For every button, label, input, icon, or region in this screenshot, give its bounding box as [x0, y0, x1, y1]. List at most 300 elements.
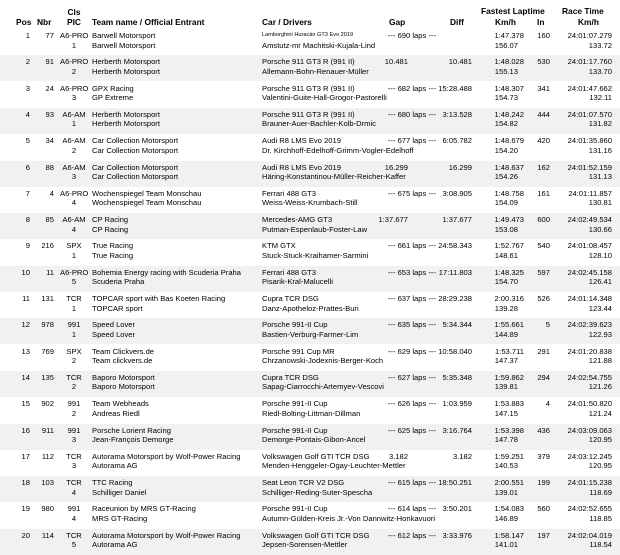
fastest-lap: 1:52.767 [494, 241, 524, 251]
class-cell: 991 [67, 425, 81, 435]
pic-cell: 4 [71, 513, 77, 523]
table-row [0, 187, 620, 213]
laps-behind: --- 614 laps --- [387, 504, 436, 514]
diff-cell: 1:03.959 [442, 399, 472, 409]
diff-cell: 15:28.488 [438, 83, 472, 93]
pos-cell: 20 [21, 530, 30, 540]
class-cell: A6-AM [62, 109, 86, 119]
race-kmh: 118.85 [589, 513, 612, 523]
race-kmh: 122.93 [588, 329, 612, 339]
official-entrant: Wochenspiegel Team Monschau [92, 198, 202, 208]
diff-cell: 1:37.677 [442, 215, 472, 225]
race-time: 24:01:07.570 [567, 109, 612, 119]
diff-cell: 3:16.764 [442, 425, 472, 435]
fastest-lap-in: 444 [537, 109, 550, 119]
race-kmh: 131.13 [588, 172, 612, 181]
pos-cell: 1 [25, 31, 30, 40]
fastest-lap-kmh: 141.01 [494, 540, 518, 550]
nbr-cell: 114 [41, 530, 54, 540]
pos-cell: 3 [25, 83, 30, 93]
car-name: KTM GTX [262, 241, 296, 251]
fastest-lap-kmh: 146.89 [494, 513, 518, 523]
diff-cell: 3:50.201 [442, 504, 472, 514]
team-name: Autorama Motorsport by Wolf-Power Racing [92, 451, 241, 461]
nbr-cell: 91 [45, 57, 54, 67]
fastest-lap-in: 291 [537, 346, 550, 356]
fastest-lap-in: 420 [537, 136, 550, 146]
diff-cell: 3:33.976 [442, 530, 472, 540]
class-cell: 991 [67, 399, 81, 409]
pic-cell: 1 [71, 303, 77, 313]
table-row [0, 424, 620, 450]
fastest-lap-kmh: 154.70 [494, 277, 518, 287]
class-cell: A6-PRO [60, 188, 89, 198]
pos-cell: 5 [25, 136, 30, 146]
car-name: Porsche 991-II Cup [262, 320, 328, 330]
table-row [0, 502, 620, 528]
drivers: Stuck-Stuck-Kraihamer-Sarmini [262, 250, 369, 260]
car-name: Ferrari 488 GT3 [262, 267, 317, 277]
fastest-lap: 1:49.473 [494, 215, 524, 225]
team-name: Car Collection Motorsport [92, 136, 179, 146]
race-time: 24:02:52.655 [567, 504, 612, 514]
race-time: 24:02:45.158 [567, 267, 612, 277]
laps-behind: --- 637 laps --- [387, 294, 436, 303]
race-time: 24:01:52.159 [567, 162, 612, 172]
drivers: Danz-Apotheloz-Prattes-Buri [262, 303, 359, 313]
team-name: Speed Lover [92, 320, 136, 330]
nbr-cell: 103 [41, 478, 54, 488]
race-kmh: 121.26 [588, 382, 612, 392]
car-name: Cupra TCR DSG [262, 372, 319, 382]
drivers: Dr. Kirchhoff-Edelhoff-Grimm-Vogler-Edelhoff [262, 145, 414, 155]
fastest-lap-kmh: 154.73 [494, 93, 518, 103]
fastest-lap-kmh: 154.26 [494, 172, 518, 181]
official-entrant: Team clickvers.de [92, 356, 153, 366]
fastest-lap-in: 160 [537, 31, 550, 40]
drivers: Riedl-Bolting-Littman-Dillman [262, 408, 361, 418]
table-row [0, 318, 620, 344]
official-entrant: Herberth Motorsport [92, 119, 160, 129]
race-kmh: 128.10 [588, 250, 612, 260]
official-entrant: GP Extreme [92, 93, 134, 103]
laps-behind: --- 629 laps --- [387, 346, 436, 356]
header-cls: Cls [67, 7, 81, 17]
fastest-lap-kmh: 154.20 [494, 145, 518, 155]
header-race-kmh: Km/h [578, 17, 599, 27]
pos-cell: 15 [21, 399, 30, 409]
pic-cell: 1 [71, 119, 77, 129]
fastest-lap-kmh: 155.13 [494, 66, 518, 76]
class-cell: A6-PRO [60, 31, 89, 40]
class-cell: TCR [66, 478, 82, 488]
class-cell: TCR [66, 451, 82, 461]
pic-cell: 1 [71, 250, 77, 260]
fastest-lap-in: 294 [537, 372, 550, 382]
fastest-lap-in: 379 [537, 451, 550, 461]
official-entrant: Scuderia Praha [92, 277, 145, 287]
fastest-lap: 1:48.637 [494, 162, 524, 172]
fastest-lap: 1:48.028 [494, 57, 524, 67]
table-row [0, 345, 620, 371]
drivers: Brauner-Auer-Bachler-Kolb-Drmic [262, 119, 376, 129]
table-row [0, 450, 620, 476]
race-time: 24:01:50.820 [567, 399, 612, 409]
table-row [0, 161, 620, 187]
table-row [0, 266, 620, 292]
laps-behind: --- 626 laps --- [387, 399, 436, 409]
pic-cell: 4 [71, 224, 77, 234]
official-entrant: Autorama AG [92, 461, 138, 471]
nbr-cell: 24 [45, 83, 54, 93]
table-row [0, 134, 620, 160]
official-entrant: Car Collection Motorsport [92, 172, 179, 181]
pos-cell: 4 [25, 109, 30, 119]
pic-cell: 2 [71, 145, 77, 155]
fastest-lap: 1:48.242 [494, 109, 524, 119]
pic-cell: 2 [71, 66, 77, 76]
nbr-cell: 911 [41, 425, 54, 435]
car-name: Volkswagen Golf GTI TCR DSG [262, 451, 370, 461]
nbr-cell: 4 [49, 188, 54, 198]
laps-behind: --- 661 laps --- [387, 241, 436, 251]
race-time: 24:01:15.238 [567, 478, 612, 488]
fastest-lap: 1:53.398 [494, 425, 524, 435]
class-cell: SPX [66, 346, 82, 356]
race-kmh: 133.72 [588, 40, 612, 50]
header-pos: Pos [16, 17, 32, 27]
fastest-lap-in: 540 [537, 241, 550, 251]
class-cell: 991 [67, 320, 81, 330]
team-name: Wochenspiegel Team Monschau [92, 188, 202, 198]
diff-cell: 10.481 [448, 57, 472, 67]
drivers: Menden-Henggeler-Ogay-Leuchter-Mettler [262, 461, 406, 471]
gap-cell: 10.481 [384, 57, 408, 67]
table-row [0, 529, 620, 555]
car-name: Cupra TCR DSG [262, 294, 319, 303]
official-entrant: Car Collection Motorsport [92, 145, 179, 155]
class-cell: A6-PRO [60, 267, 89, 277]
pos-cell: 16 [21, 425, 30, 435]
official-entrant: Schilliger Daniel [92, 487, 147, 497]
laps-behind: --- 680 laps --- [387, 109, 436, 119]
nbr-cell: 88 [45, 162, 54, 172]
official-entrant: Baporo Motorsport [92, 382, 155, 392]
race-kmh: 130.81 [588, 198, 612, 208]
fastest-lap-kmh: 154.82 [494, 119, 518, 129]
car-name: Mercedes-AMG GT3 [262, 215, 333, 225]
diff-cell: 17:11.803 [438, 267, 472, 277]
header-car: Car / Drivers [262, 17, 312, 27]
car-name: Seat Leon TCR V2 DSG [262, 478, 345, 488]
car-name: Porsche 991-II Cup [262, 425, 328, 435]
pos-cell: 18 [21, 478, 30, 488]
fastest-lap-kmh: 147.15 [494, 408, 518, 418]
pos-cell: 8 [25, 215, 30, 225]
nbr-cell: 93 [45, 109, 54, 119]
fastest-lap-kmh: 139.81 [494, 382, 518, 392]
team-name: Raceunion by MRS GT-Racing [92, 504, 196, 514]
car-name: Audi R8 LMS Evo 2019 [262, 162, 341, 172]
nbr-cell: 980 [41, 504, 54, 514]
diff-cell: 3:13.528 [442, 109, 472, 119]
class-cell: A6-PRO [60, 57, 89, 67]
team-name: True Racing [92, 241, 134, 251]
pic-cell: 3 [71, 435, 77, 444]
nbr-cell: 112 [41, 451, 54, 461]
fastest-lap-in: 199 [537, 478, 550, 488]
header-fastest-laptime: Fastest Laptime [481, 6, 545, 16]
fastest-lap-kmh: 139.01 [494, 487, 518, 497]
team-name: Porsche Lorient Racing [92, 425, 171, 435]
race-kmh: 120.95 [588, 435, 612, 444]
race-time: 24:02:49.534 [567, 215, 612, 225]
fastest-lap: 1:48.325 [494, 267, 524, 277]
car-name: Porsche 991 Cup MR [262, 346, 335, 356]
car-name: Porsche 911 GT3 R (991 II) [262, 57, 355, 67]
pic-cell: 2 [71, 356, 77, 366]
fastest-lap: 1:48.307 [494, 83, 524, 93]
laps-behind: --- 690 laps --- [387, 31, 436, 40]
table-row [0, 397, 620, 423]
header-nbr: Nbr [37, 17, 52, 27]
race-kmh: 121.24 [588, 408, 612, 418]
race-kmh: 120.95 [588, 461, 612, 471]
header-pic: PIC [67, 17, 81, 27]
drivers: Putman-Espenlaub-Foster-Law [262, 224, 368, 234]
fastest-lap: 1:55.661 [494, 320, 524, 330]
fastest-lap: 1:59.862 [494, 372, 524, 382]
drivers: Pisarik-Kral-Malucelli [262, 277, 333, 287]
official-entrant: TOPCAR sport [92, 303, 143, 313]
race-kmh: 123.44 [588, 303, 612, 313]
pos-cell: 9 [25, 241, 30, 251]
laps-behind: --- 612 laps --- [387, 530, 436, 540]
fastest-lap: 2:00.316 [494, 294, 524, 303]
fastest-lap-in: 526 [537, 294, 550, 303]
table-row [0, 476, 620, 502]
nbr-cell: 11 [46, 267, 54, 277]
drivers: Häring-Konstantinou-Müller-Reicher-Kaffer [262, 172, 406, 181]
pic-cell: 2 [71, 408, 77, 418]
pos-cell: 11 [22, 294, 30, 303]
fastest-lap-in: 341 [537, 83, 550, 93]
diff-cell: 5:34.344 [442, 320, 472, 330]
race-kmh: 133.70 [588, 66, 612, 76]
drivers: Chrzanowski-Jodexnis-Berger-Koch [262, 356, 384, 366]
fastest-lap-in: 4 [545, 399, 550, 409]
race-kmh: 126.41 [588, 277, 612, 287]
header-diff: Diff [450, 17, 464, 27]
fastest-lap-kmh: 144.89 [494, 329, 518, 339]
diff-cell: 5:35.348 [442, 372, 472, 382]
laps-behind: --- 677 laps --- [387, 136, 436, 146]
diff-cell: 18:50.251 [438, 478, 472, 488]
header-race-time: Race Time [562, 6, 604, 16]
fastest-lap-in: 161 [537, 188, 550, 198]
fastest-lap: 1:54.083 [494, 504, 524, 514]
race-kmh: 132.11 [589, 93, 612, 103]
pos-cell: 14 [21, 372, 30, 382]
race-kmh: 131.16 [588, 145, 612, 155]
race-time: 24:02:54.755 [567, 372, 612, 382]
gap-cell: 3.182 [388, 451, 408, 461]
pic-cell: 4 [71, 487, 77, 497]
drivers: Jepsen-Sorensen-Mettler [262, 540, 348, 550]
fastest-lap-kmh: 139.28 [494, 303, 518, 313]
class-cell: TCR [66, 530, 82, 540]
pos-cell: 10 [21, 267, 30, 277]
pic-cell: 4 [71, 198, 77, 208]
team-name: Baporo Motorsport [92, 372, 155, 382]
fastest-lap-in: 560 [537, 504, 550, 514]
class-cell: 991 [67, 504, 81, 514]
fastest-lap-kmh: 140.53 [494, 461, 518, 471]
official-entrant: Jean-François Demorge [92, 435, 174, 444]
drivers: Allemann-Bohn-Renauer-Müller [262, 66, 369, 76]
pos-cell: 2 [25, 57, 30, 67]
pos-cell: 12 [21, 320, 30, 330]
pic-cell: 3 [71, 461, 77, 471]
laps-behind: --- 682 laps --- [387, 83, 436, 93]
team-name: Barwell Motorsport [92, 31, 156, 40]
gap-cell: 16.299 [384, 162, 408, 172]
class-cell: SPX [66, 241, 82, 251]
fastest-lap-kmh: 147.37 [494, 356, 518, 366]
pic-cell: 3 [71, 172, 77, 181]
race-time: 24:03:09.063 [567, 425, 612, 435]
race-kmh: 118.54 [589, 540, 612, 550]
car-name: Porsche 911 GT3 R (991 II) [262, 109, 355, 119]
pic-cell: 1 [71, 40, 77, 50]
team-name: CP Racing [92, 215, 129, 225]
nbr-cell: 902 [41, 399, 54, 409]
table-row [0, 213, 620, 239]
pic-cell: 5 [71, 540, 77, 550]
header-gap: Gap [389, 17, 406, 27]
class-cell: TCR [66, 372, 82, 382]
nbr-cell: 978 [41, 320, 54, 330]
laps-behind: --- 635 laps --- [387, 320, 436, 330]
pos-cell: 7 [25, 188, 30, 198]
team-name: GPX Racing [92, 83, 134, 93]
diff-cell: 28:29.238 [438, 294, 472, 303]
fastest-lap-in: 530 [537, 57, 550, 67]
laps-behind: --- 627 laps --- [387, 372, 436, 382]
table-row [0, 29, 620, 55]
drivers: Demorge-Pontais-Gibon-Ancel [262, 435, 366, 444]
team-name: Herberth Motorsport [92, 109, 160, 119]
team-name: Team Clickvers.de [92, 346, 155, 356]
laps-behind: --- 675 laps --- [387, 188, 436, 198]
diff-cell: 6:05.782 [442, 136, 472, 146]
fastest-lap-in: 5 [545, 320, 550, 330]
fastest-lap: 1:58.147 [494, 530, 524, 540]
pos-cell: 6 [25, 162, 30, 172]
fastest-lap-in: 162 [537, 162, 550, 172]
drivers: Sapag-Ciarrocchi-Artemyev-Vescovi [262, 382, 384, 392]
team-name: Herberth Motorsport [92, 57, 160, 67]
car-name: Ferrari 488 GT3 [262, 188, 317, 198]
fastest-lap: 1:59.251 [494, 451, 524, 461]
gap-cell: 1:37.677 [378, 215, 408, 225]
official-entrant: Speed Lover [92, 329, 136, 339]
race-time: 24:02:04.019 [567, 530, 612, 540]
diff-cell: 10:58.040 [438, 346, 472, 356]
fastest-lap: 1:47.378 [494, 31, 524, 40]
official-entrant: MRS GT-Racing [92, 513, 148, 523]
class-cell: A6-AM [62, 215, 86, 225]
race-time: 24:01:08.457 [567, 241, 612, 251]
laps-behind: --- 653 laps --- [387, 267, 436, 277]
fastest-lap: 1:53.883 [494, 399, 524, 409]
diff-cell: 3.182 [452, 451, 472, 461]
drivers: Bastien-Verburg-Farmer-Lim [262, 329, 359, 339]
car-name: Porsche 991-II Cup [262, 504, 328, 514]
fastest-lap: 1:48.679 [494, 136, 524, 146]
race-time: 24:01:17.760 [567, 57, 612, 67]
header-lap-kmh: Km/h [495, 17, 516, 27]
header-in: In [537, 17, 545, 27]
pic-cell: 3 [71, 93, 77, 103]
car-name: Volkswagen Golf GTI TCR DSG [262, 530, 370, 540]
drivers: Amstutz-mr Machitski-Kujala-Lind [262, 40, 376, 50]
drivers: Autumn-Gülden-Kreis Jr.-Von Dannwitz-Honkavuori [262, 513, 436, 523]
car-name: Porsche 991-II Cup [262, 399, 328, 409]
fastest-lap: 1:53.711 [495, 346, 524, 356]
pic-cell: 1 [71, 329, 77, 339]
class-cell: A6-AM [62, 162, 86, 172]
nbr-cell: 77 [45, 31, 54, 40]
table-row [0, 82, 620, 108]
race-time: 24:01:47.662 [567, 83, 612, 93]
nbr-cell: 216 [41, 241, 54, 251]
fastest-lap-kmh: 153.08 [494, 224, 518, 234]
diff-cell: 3:08.905 [442, 188, 472, 198]
fastest-lap-kmh: 147.78 [494, 435, 518, 444]
fastest-lap-in: 436 [537, 425, 550, 435]
fastest-lap: 2:00.551 [494, 478, 524, 488]
official-entrant: True Racing [92, 250, 134, 260]
race-time: 24:02:39.623 [567, 320, 612, 330]
table-row [0, 55, 620, 81]
header-team: Team name / Official Entrant [92, 17, 205, 27]
fastest-lap-kmh: 148.61 [494, 250, 518, 260]
fastest-lap-in: 600 [537, 215, 550, 225]
race-kmh: 118.69 [589, 487, 612, 497]
fastest-lap-in: 597 [537, 267, 550, 277]
race-kmh: 121.88 [588, 356, 612, 366]
diff-cell: 16.299 [448, 162, 472, 172]
team-name: TTC Racing [92, 478, 133, 488]
official-entrant: Barwell Motorsport [92, 40, 156, 50]
team-name: Bohemia Energy racing with Scuderia Praha [92, 267, 242, 277]
drivers: Schilliger-Reding-Suter-Spescha [262, 487, 373, 497]
fastest-lap: 1:48.758 [494, 188, 524, 198]
race-kmh: 131.82 [588, 119, 612, 129]
official-entrant: CP Racing [92, 224, 129, 234]
table-row [0, 108, 620, 134]
fastest-lap-kmh: 154.09 [494, 198, 518, 208]
pos-cell: 19 [21, 504, 30, 514]
nbr-cell: 135 [41, 372, 54, 382]
fastest-lap-kmh: 156.07 [494, 40, 518, 50]
team-name: Car Collection Motorsport [92, 162, 179, 172]
drivers: Weiss-Weiss-Krumbach-Still [262, 198, 358, 208]
team-name: Team Webheads [92, 399, 149, 409]
race-time: 24:01:11.857 [568, 188, 612, 198]
table-row [0, 239, 620, 265]
